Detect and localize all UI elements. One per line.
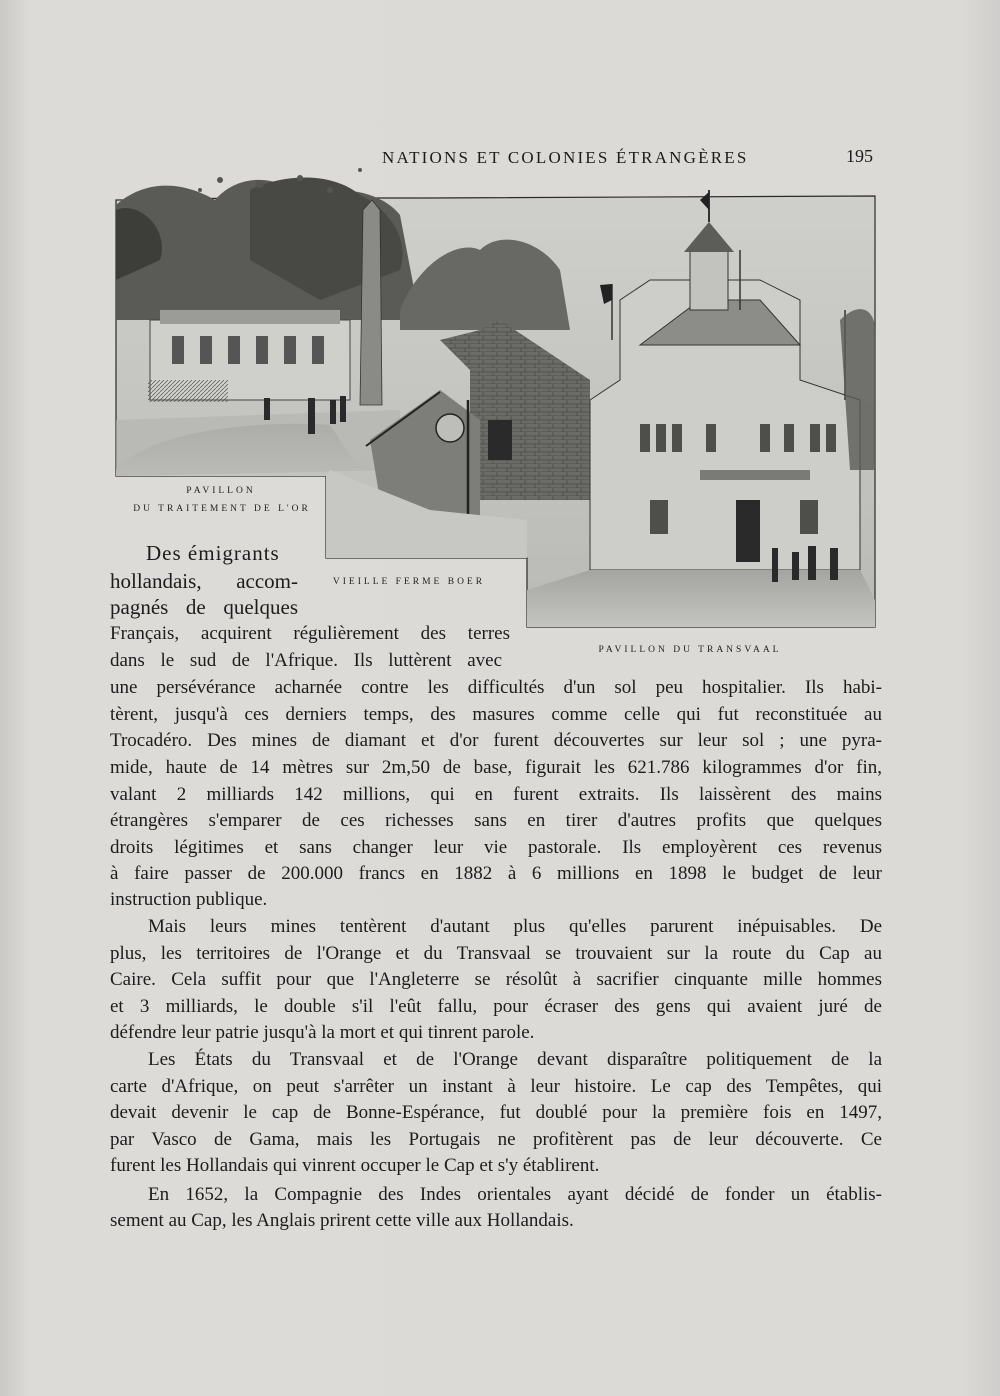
running-head-title: NATIONS ET COLONIES ÉTRANGÈRES	[382, 148, 749, 167]
text-line: Trocadéro. Des mines de diamant et d'or furent découvertes sur leur sol ; une pyra-	[110, 730, 882, 751]
text-line: étrangères s'emparer de ces richesses sans en tirer d'autres profits que quelques	[110, 810, 882, 831]
text-line: mide, haute de 14 mètres sur 2m,50 de base, figurait les 621.786 kilogrammes d'or fin,	[110, 757, 882, 778]
text-line: et 3 milliards, le double s'il l'eût fallu, pour écraser des gens qui avaient juré de	[110, 996, 882, 1017]
text-line: par Vasco de Gama, mais les Portugais ne profitèrent pas de leur découverte. Ce	[110, 1129, 882, 1150]
text-line: sement au Cap, les Anglais prirent cette ville aux Hollandais.	[110, 1210, 574, 1231]
text-line: défendre leur patrie jusqu'à la mort et qui tinrent parole.	[110, 1022, 535, 1043]
text-line: Caire. Cela suffit pour que l'Angleterre se résolût à sacrifier cinquante mille hommes	[110, 969, 882, 990]
caption-pavillon-transvaal: PAVILLON DU TRANSVAAL	[598, 645, 782, 655]
text-line: à faire passer de 200.000 francs en 1882 à 6 millions en 1898 le budget de leur	[110, 863, 882, 884]
text-line: En 1652, la Compagnie des Indes orientales ayant décidé de fonder un établis-	[148, 1184, 882, 1205]
text-line: carte d'Afrique, on peut s'arrêter un instant à leur histoire. Le cap des Tempêtes, qui	[110, 1076, 882, 1097]
text-line: Français, acquirent régulièrement des terres	[110, 623, 510, 644]
text-line: droits légitimes et sans changer leur vie pastorale. Ils employèrent ces revenus	[110, 837, 882, 858]
text-line: hollandais, accom-	[110, 569, 298, 593]
text-line: Mais leurs mines tentèrent d'autant plus qu'elles parurent inépuisables. De	[148, 916, 882, 937]
text-line: Les États du Transvaal et de l'Orange devant disparaître politiquement de la	[148, 1049, 882, 1070]
text-line: valant 2 milliards 142 millions, qui en furent extraits. Ils laissèrent des mains	[110, 784, 882, 805]
text-line: dans le sud de l'Afrique. Ils luttèrent avec	[110, 650, 502, 671]
text-line: instruction publique.	[110, 889, 268, 910]
text-line: une persévérance acharnée contre les difficultés d'un sol peu hospitalier. Ils habi-	[110, 677, 882, 698]
caption-vieille-ferme-boer: VIEILLE FERME BOER	[332, 577, 486, 587]
text-line: furent les Hollandais qui vinrent occuper le Cap et s'y établirent.	[110, 1155, 600, 1176]
caption-pavillon-traitement-line2: DU TRAITEMENT DE L'OR	[133, 504, 311, 514]
page-number: 195	[846, 146, 873, 166]
text-line: Des émigrants	[146, 541, 280, 565]
text-line: plus, les territoires de l'Orange et du Transvaal se trouvaient sur la route du Cap au	[110, 943, 882, 964]
left-scene	[116, 178, 420, 477]
text-line: tèrent, jusqu'à ces derniers temps, des masures comme celle qui fut reconstituée au	[110, 704, 882, 725]
text-line: pagnés de quelques	[110, 595, 298, 619]
text-line: devait devenir le cap de Bonne-Espérance, fut doublé pour la première fois en 1497,	[110, 1102, 882, 1123]
caption-pavillon-traitement-line1: PAVILLON	[186, 486, 256, 496]
